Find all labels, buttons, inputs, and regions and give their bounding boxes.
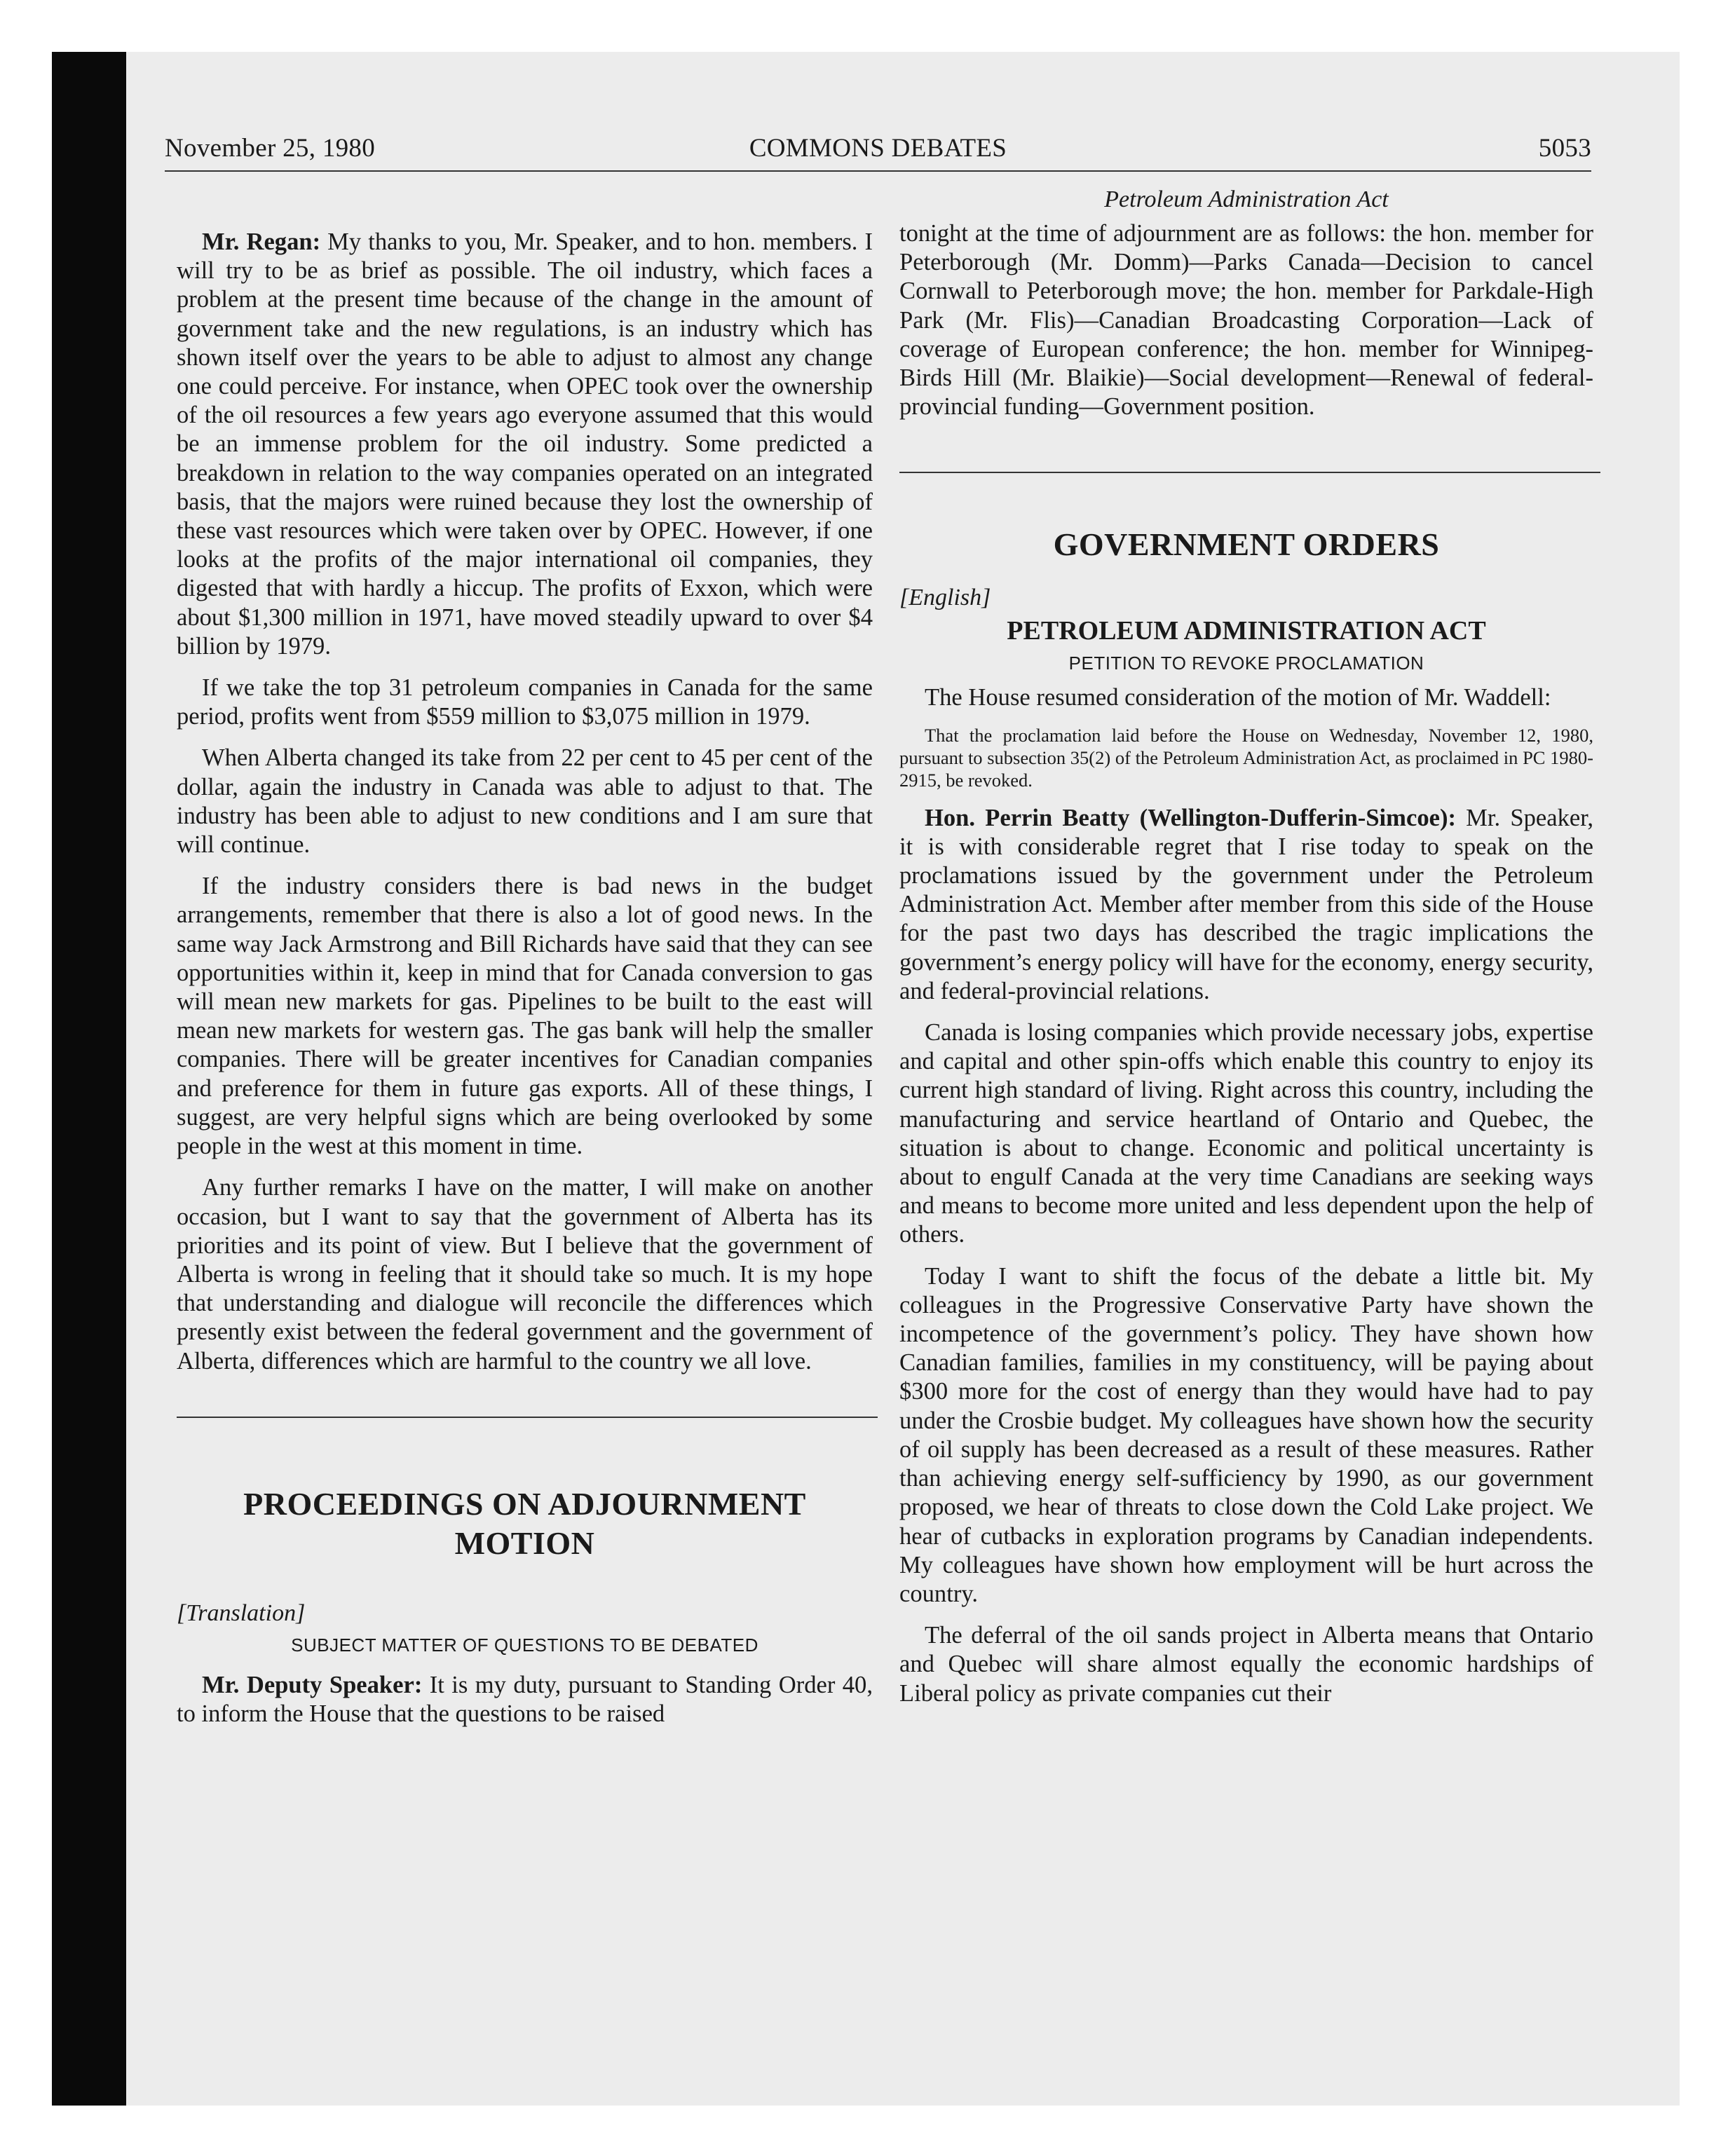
section-title-line: PROCEEDINGS ON ADJOURNMENT	[243, 1485, 806, 1522]
paragraph: Canada is losing companies which provide necessary jobs, expertise and capital and other spin-offs which enable this country to enjoy its current high standard of living. Right across this country, including the manufacturing and service heartland of Ontario and Quebec, the situation is about to change. Economic and political uncertainty is about to engulf Canada at the very time Canadians are seeking ways and means to become more united and less dependent upon the help of others.	[899, 1019, 1593, 1248]
header-date: November 25, 1980	[165, 134, 376, 163]
paragraph: tonight at the time of adjournment are as follows: the hon. member for Peterborough (Mr. Domm)—Parks Canada—Decision to cancel Cornwall to Peterborough move; the hon. member for Parkdale-High Park (Mr. Flis)—Canadian Broadcasting Corporation—Lack of coverage of European conference; the hon. member for Winnipeg-Birds Hill (Mr. Blaikie)—Social development—Renewal of federal-provincial funding—Government position.	[899, 220, 1593, 421]
motion-text: That the proclamation laid before the House on Wednesday, November 12, 1980, pursuant to subsection 35(2) of the Petroleum Administration Act, as proclaimed in PC 1980-2915, be revoked.	[899, 724, 1593, 791]
speaker-name: Hon. Perrin Beatty (Wellington-Dufferin-Simcoe):	[925, 804, 1456, 831]
left-column	[177, 228, 873, 1728]
header-title: COMMONS DEBATES	[749, 134, 1007, 163]
section-title	[177, 1485, 873, 1563]
language-tag: [English]	[899, 585, 991, 611]
subsection-heading: SUBJECT MATTER OF QUESTIONS TO BE DEBATED	[291, 1634, 758, 1656]
language-tag: [Translation]	[177, 1599, 306, 1626]
act-title: PETROLEUM ADMINISTRATION ACT	[1007, 616, 1486, 646]
paragraph	[177, 1671, 873, 1728]
speaker-name: Mr. Deputy Speaker:	[202, 1671, 423, 1698]
right-column	[899, 186, 1593, 1708]
paragraph: If the industry considers there is bad news in the budget arrangements, remember that there is also a lot of good news. In the same way Jack Armstrong and Bill Richards have said that they can see opportunities within it, keep in mind that for Canada conversion to gas will mean new markets for gas. Pipelines to be built to the east will mean new markets for western gas. The gas bank will help the smaller companies. There will be greater incentives for Canadian companies and preference for them in future gas exports. All of these things, I suggest, are very helpful signs which are being overlooked by some people in the west at this moment in time.	[177, 873, 873, 1160]
page-header	[165, 133, 1591, 172]
speaker-name: Mr. Regan:	[202, 228, 321, 255]
section-divider	[899, 472, 1600, 473]
section-title: GOVERNMENT ORDERS	[1053, 526, 1440, 563]
speech-text: My thanks to you, Mr. Speaker, and to hon. members. I will try to be as brief as possible. The oil industry, which faces a problem at the present time because of the change in the amount of government take and the new regulations, is an industry which has shown itself over the years to be able to adjust to almost any change one could perceive. For instance, when OPEC took over the ownership of the oil resources a few years ago everyone assumed that this would be an immense problem for the oil industry. Some predicted a breakdown in relation to the way companies operated on an integrated basis, that the majors were ruined because they lost the ownership of these vast resources which were taken over by OPEC. However, if one looks at the profits of the major international oil companies, they digested that with hardly a hiccup. The profits of Exxon, which were about $1,300 million in 1971, have moved steadily upward to over $4 billion by 1979.	[177, 228, 873, 660]
paragraph: Any further remarks I have on the matter, I will make on another occasion, but I want to say that the government of Alberta has its priorities and its point of view. But I believe that the government of Alberta is wrong in feeling that it should take so much. It is my hope that understanding and dialogue will reconcile the differences which presently exist between the federal government and the government of Alberta, differences which are harmful to the country we all love.	[177, 1174, 873, 1374]
paragraph: If we take the top 31 petroleum companies in Canada for the same period, profits went from $559 million to $3,075 million in 1979.	[177, 674, 873, 730]
paragraph: The House resumed consideration of the motion of Mr. Waddell:	[925, 684, 1551, 711]
paragraph: The deferral of the oil sands project in Alberta means that Ontario and Quebec will share almost equally the economic hardships of Liberal policy as private companies cut their	[899, 1622, 1593, 1707]
section-title-line: MOTION	[454, 1524, 595, 1561]
running-head: Petroleum Administration Act	[1104, 186, 1389, 212]
paragraph: When Alberta changed its take from 22 per cent to 45 per cent of the dollar, again the industry in Canada was able to adjust to that. The industry has been able to adjust to new conditions and I am sure that will continue.	[177, 744, 873, 859]
header-page-number: 5053	[1538, 134, 1591, 163]
speech-text: Mr. Speaker, it is with considerable regret that I rise today to speak on the proclamations issued by the government under the Petroleum Administration Act. Member after member from this side of the House for the past two days has described the tragic implications the government’s energy policy will have for the economy, energy security, and federal-provincial relations.	[899, 804, 1593, 1004]
section-divider	[177, 1417, 878, 1418]
binding-edge	[52, 52, 126, 2106]
speech-text: It is my duty, pursuant to Standing Order 40, to inform the House that the questions to be raised	[177, 1671, 873, 1727]
header-rule	[165, 170, 1591, 172]
subsection-heading: PETITION TO REVOKE PROCLAMATION	[1068, 653, 1424, 674]
paragraph	[177, 228, 873, 661]
paragraph: Today I want to shift the focus of the debate a little bit. My colleagues in the Progressive Conservative Party have shown the incompetence of the government’s policy. They have shown how Canadian families, families in my constituency, will be paying about $300 more for the cost of energy than they would have had to pay under the Crosbie budget. My colleagues have shown how the security of oil supply has been decreased as a result of these measures. Rather than achieving energy self-sufficiency by 1990, as our government proposed, we hear of threats to close down the Cold Lake project. We hear of cutbacks in exploration programs by Canadian independents. My colleagues have shown how employment will be hurt across the country.	[899, 1262, 1593, 1607]
paragraph	[899, 804, 1593, 1006]
